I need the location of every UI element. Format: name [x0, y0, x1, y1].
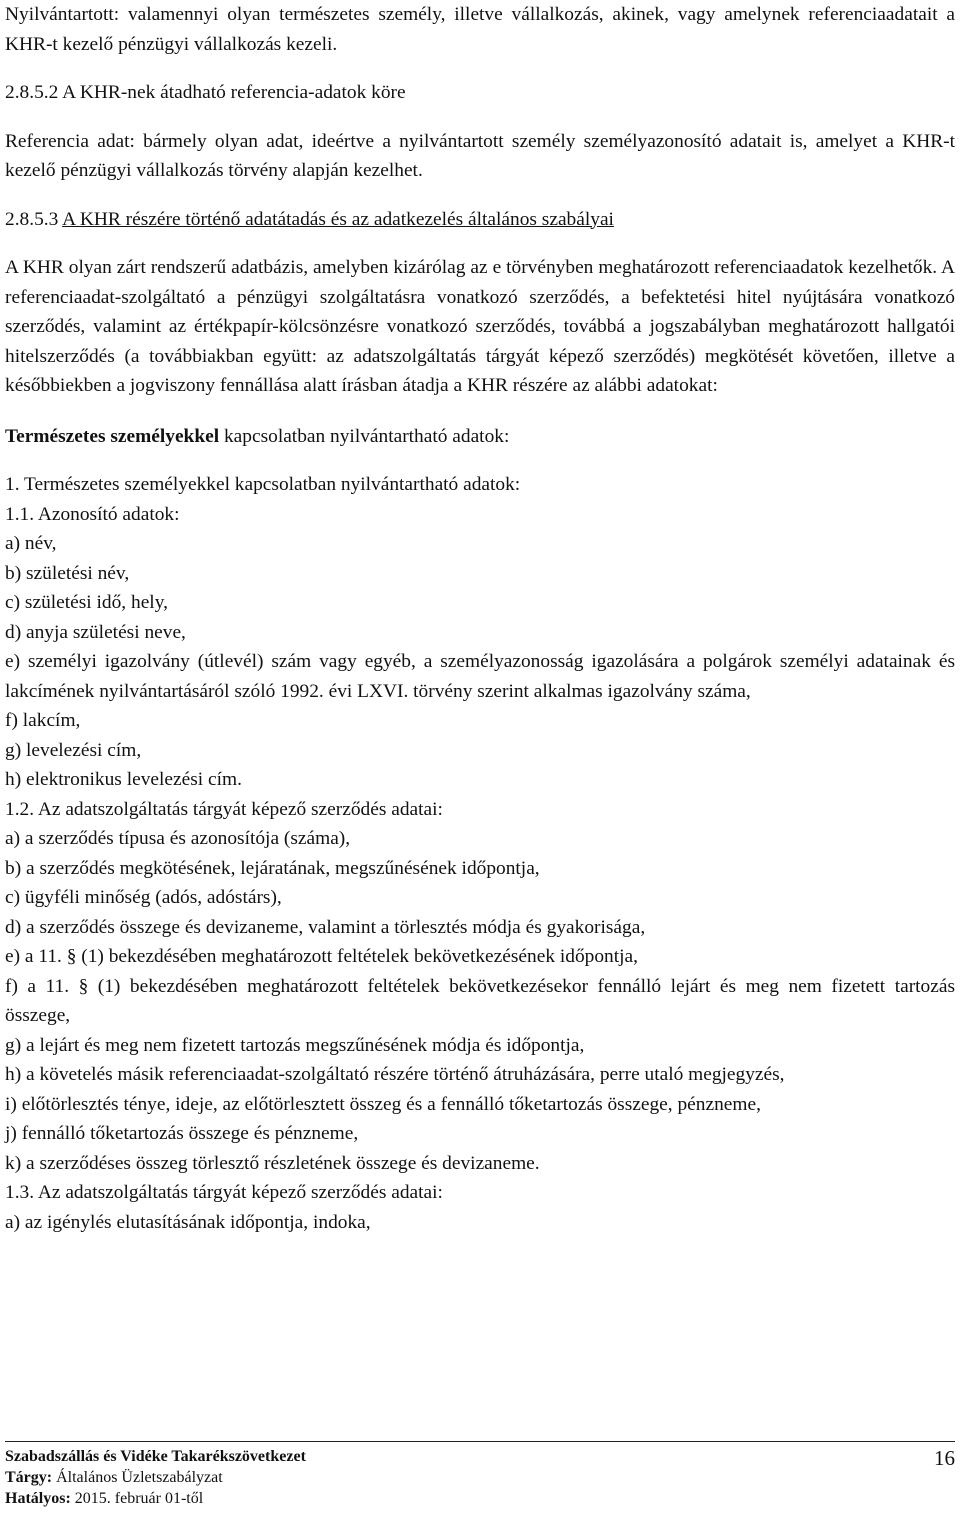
section-title: A KHR részére történő adatátadás és az adatkezelés általános szabályai	[62, 208, 614, 230]
document-body	[5, 0, 955, 1237]
footer-organization: Szabadszállás és Vidéke Takarékszövetkezet	[5, 1448, 306, 1465]
list-item: f) a 11. § (1) bekezdésében meghatározott feltételek bekövetkezésekor fennálló lejárt és meg nem fizetett tartozás összege,	[5, 975, 955, 1026]
list-item: f) lakcím,	[5, 710, 81, 731]
page-number: 16	[934, 1446, 955, 1470]
term-rest: kapcsolatban nyilvántartható adatok:	[219, 425, 510, 447]
list-item: 1.1. Azonosító adatok:	[5, 503, 180, 525]
list-item: d) anyja születési neve,	[5, 621, 186, 643]
list-item: j) fennálló tőketartozás összege és pénzneme,	[5, 1123, 359, 1144]
intro-paragraph: Nyilvántartott: valamennyi olyan természetes személy, illetve vállalkozás, akinek, vagy amelynek referenciaadatait a KHR-t kezelő pénzügyi vállalkozás kezeli.	[5, 4, 955, 55]
bold-term: Természetes személyekkel	[5, 425, 220, 447]
list-item: 1.2. Az adatszolgáltatás tárgyát képező szerződés adatai:	[5, 798, 443, 820]
footer-effective	[5, 1488, 955, 1509]
footer-effective-value: 2015. február 01-től	[70, 1490, 204, 1507]
list-item: a) a szerződés típusa és azonosítója (száma),	[5, 828, 351, 849]
list-item: b) a szerződés megkötésének, lejáratának, megszűnésének időpontja,	[5, 857, 540, 879]
footer-subject-value: Általános Üzletszabályzat	[52, 1469, 223, 1486]
list-item: g) levelezési cím,	[5, 739, 142, 761]
list-item: e) a 11. § (1) bekezdésében meghatározott feltételek bekövetkezésének időpontja,	[5, 946, 638, 967]
list-item: g) a lejárt és meg nem fizetett tartozás megszűnésének módja és időpontja,	[5, 1034, 585, 1056]
footer-effective-label: Hatályos:	[5, 1490, 71, 1507]
list-item: a) név,	[5, 533, 57, 554]
khr-paragraph: A KHR olyan zárt rendszerű adatbázis, amelyben kizárólag az e törvényben meghatározott referenciaadatok kezelhetők. A referenciaadat-szolgáltató a pénzügyi szolgáltatásra vonatkozó szerződés, a befektetési hitel nyújtására vonatkozó szerződés, valamint az értékpapír-kölcsönzésre vonatkozó szerződés, továbbá a jogszabályban meghatározott hallgatói hitelszerződés (a továbbiakban együtt: az adatszolgáltatás tárgyát képező szerződés) megkötését követően, illetve a későbbiekben a jogviszony fennállása alatt írásban átadja a KHR részére az alábbi adatokat:	[5, 257, 955, 396]
list-item: i) előtörlesztés ténye, ideje, az előtörlesztett összeg és a fennálló tőketartozás összege, pénzneme,	[5, 1093, 761, 1115]
list-item: k) a szerződéses összeg törlesztő részletének összege és devizaneme.	[5, 1152, 540, 1174]
reference-data-paragraph: Referencia adat: bármely olyan adat, ideértve a nyilvántartott személy személyazonosító adatait is, amelyet a KHR-t kezelő pénzügyi vállalkozás törvény alapján kezelhet.	[5, 130, 955, 181]
list-item: d) a szerződés összege és devizaneme, valamint a törlesztés módja és gyakorisága,	[5, 916, 646, 938]
section-number: 2.8.5.3	[5, 208, 63, 230]
list-item: c) születési idő, hely,	[5, 592, 168, 613]
list-item: a) az igénylés elutasításának időpontja, indoka,	[5, 1211, 371, 1233]
list-item: b) születési név,	[5, 562, 130, 584]
list-item: h) a követelés másik referenciaadat-szolgáltató részére történő átruházására, perre utaló megjegyzés,	[5, 1064, 785, 1085]
list-item: c) ügyféli minőség (adós, adóstárs),	[5, 887, 282, 908]
section-heading-2852: 2.8.5.2 A KHR-nek átadható referencia-adatok köre	[5, 82, 406, 103]
footer-subject-label: Tárgy:	[5, 1469, 53, 1486]
list-item: 1.3. Az adatszolgáltatás tárgyát képező szerződés adatai:	[5, 1182, 443, 1203]
footer-subject	[5, 1467, 955, 1488]
page-footer	[5, 1441, 955, 1509]
list-item: e) személyi igazolvány (útlevél) szám vagy egyéb, a személyazonosság igazolására a polgárok személyi adatainak és lakcímének nyilvántartásáról szóló 1992. évi LXVI. törvény szerint alkalmas igazolvány száma,	[5, 651, 955, 702]
list-item: h) elektronikus levelezési cím.	[5, 769, 242, 790]
list-item: 1. Természetes személyekkel kapcsolatban nyilvántartható adatok:	[5, 474, 521, 495]
natural-persons-heading	[5, 422, 955, 452]
section-heading-2853	[5, 205, 955, 235]
